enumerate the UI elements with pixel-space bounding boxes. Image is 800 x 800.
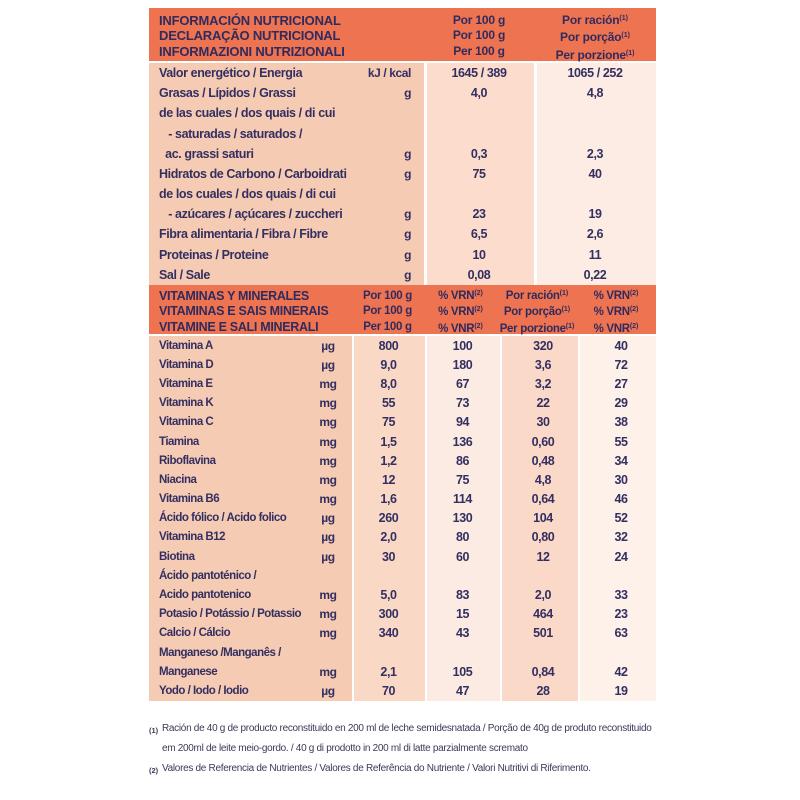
vit-per100-pt: Por 100 g (362, 305, 413, 318)
vrn100-value (425, 566, 500, 585)
vrn-portion-es: % VRN$^{(2)}$ (593, 290, 639, 302)
macronutrient-rows (149, 63, 656, 285)
per100-value (424, 103, 534, 123)
unit-cell: mg (319, 626, 337, 641)
vitamin-label: Ácido pantoténico / (159, 569, 257, 582)
nutrition-header-titles (149, 13, 424, 65)
vrn-portion-value: 30 (614, 472, 628, 487)
vrn-portion-value: 46 (614, 492, 628, 507)
per-portion-column-header (534, 13, 656, 65)
vrn100-value: 180 (452, 357, 473, 372)
vitamin-label: Vitamina D (159, 358, 214, 371)
per100-value: 1645 / 389 (451, 66, 507, 81)
macronutrients-section (149, 63, 656, 285)
vitamin-label: Tiamina (159, 435, 199, 448)
per-portion-value: 12 (536, 549, 550, 564)
portion-header-it: Per porzione$^{(1)}$ (555, 47, 635, 62)
per-portion-value: 2,6 (586, 227, 604, 242)
vrn-100g-column-header (423, 289, 498, 338)
per-portion-value (534, 124, 656, 144)
per-portion-value: 1065 / 252 (567, 66, 623, 81)
vrn100-es: % VRN$^{(2)}$ (438, 290, 483, 302)
per-portion-value: 22 (536, 396, 550, 411)
footnote-ref-2: (2) (474, 322, 483, 330)
unit-cell (339, 124, 424, 144)
header-title-it: INFORMAZIONI NUTRIZIONALI (159, 43, 345, 59)
per100-value: 55 (381, 396, 396, 411)
vrn100-value: 136 (452, 434, 473, 449)
per-portion-value: 3,2 (534, 376, 552, 391)
vrn100-value: 130 (452, 511, 473, 526)
nutrient-label: Sal / Sale (159, 267, 210, 282)
unit-cell: mg (319, 607, 337, 622)
vrn-portion-value: 40 (614, 338, 628, 353)
vrn-portion-value: 19 (614, 683, 628, 698)
vrn100-value: 60 (455, 549, 470, 564)
vrn-portion-value: 72 (614, 357, 628, 372)
vrn100-value: 86 (455, 453, 470, 468)
vrn-portion-value: 34 (614, 453, 628, 468)
nutrient-label: Hidratos de Carbono / Carboidrati (159, 166, 347, 181)
per100-value: 4,0 (470, 86, 488, 101)
vrn100-value: 80 (455, 530, 470, 545)
unit-cell: g (404, 267, 411, 282)
per100-value (352, 566, 425, 585)
footnote-ref-1: (1) (561, 306, 571, 314)
footnote-1-line-2: em 200ml de leite meio-gordo. / 40 g di prodotto in 200 ml di latte parzialmente scremato (162, 742, 528, 754)
vitamin-label: Manganese (159, 665, 218, 678)
per100-value (424, 184, 534, 204)
vitamin-rows (149, 336, 656, 701)
unit-cell (304, 566, 352, 585)
footnote-ref-2: (2) (474, 306, 483, 314)
footnote-2-marker: (2) (149, 766, 159, 775)
footnote-ref-2: (2) (629, 306, 639, 314)
per100-value: 0,3 (470, 146, 488, 161)
nutrient-label: ac. grassi saturi (159, 146, 254, 161)
vrn-portion-value: 32 (614, 530, 628, 545)
per100-value: 8,0 (380, 376, 397, 391)
footnote-ref-1: (1) (619, 15, 628, 22)
unit-cell: g (404, 86, 411, 101)
vitamin-label: Vitamina B12 (159, 531, 226, 544)
unit-cell: kJ / kcal (367, 66, 411, 81)
vrn100-value: 43 (455, 626, 470, 641)
per100-value: 800 (378, 338, 399, 353)
per-portion-value: 320 (533, 338, 553, 353)
vrn100-value: 75 (455, 472, 470, 487)
per100-header-es: Por 100 g (452, 13, 506, 27)
unit-cell: mg (319, 396, 337, 411)
per100-value: 6,5 (470, 227, 488, 242)
unit-cell (339, 103, 424, 123)
per-portion-value: 0,60 (531, 434, 555, 449)
unit-cell: mg (319, 434, 337, 449)
vit-per-100g-column-header (352, 289, 423, 338)
vrn-portion-value: 52 (614, 511, 628, 526)
per100-value: 10 (472, 247, 486, 262)
vrn100-it: % VNR$^{(2)}$ (438, 322, 483, 335)
nutrient-label: Fibra alimentaria / Fibra / Fibre (159, 227, 328, 242)
per-portion-value: 2,0 (534, 588, 552, 603)
nutrient-label: de las cuales / dos quais / di cui (159, 106, 336, 121)
vitamins-section (149, 336, 656, 701)
vitamins-title-es: VITAMINAS Y MINERALES (159, 289, 309, 303)
vrn-portion-value: 55 (614, 434, 628, 449)
per100-value: 1,6 (380, 492, 397, 507)
per-portion-value: 2,3 (586, 146, 604, 161)
unit-cell: g (404, 227, 411, 242)
per-portion-value (534, 103, 656, 123)
unit-cell: mg (319, 453, 337, 468)
unit-cell: µg (321, 338, 335, 353)
vitamins-title-it: VITAMINE E SALI MINERALI (159, 319, 319, 334)
vitamin-label: Vitamina K (159, 397, 214, 410)
per100-value: 0,08 (467, 267, 491, 282)
footnote-ref-1: (1) (565, 322, 575, 330)
unit-cell: µg (321, 357, 335, 372)
unit-cell: µg (321, 511, 335, 526)
per-100g-column-header (424, 13, 534, 65)
per100-value: 30 (381, 549, 396, 564)
per-portion-value: 104 (533, 511, 553, 526)
per-portion-value: 0,84 (531, 664, 555, 679)
per100-header-pt: Por 100 g (452, 28, 506, 43)
vrn-portion-column-header (576, 289, 656, 338)
nutrient-label: de los cuales / dos quais / di cui (159, 187, 336, 202)
footnote-ref-1: (1) (625, 49, 635, 57)
per-portion-value: 40 (588, 166, 602, 181)
footnote-1 (149, 719, 709, 758)
unit-cell: g (404, 146, 411, 161)
footnote-1-marker: (1) (149, 726, 159, 735)
vit-portion-es: Por ración$^{(1)}$ (505, 290, 569, 302)
footnote-2 (149, 759, 709, 779)
unit-cell: g (404, 166, 411, 181)
per100-value: 23 (472, 207, 486, 222)
per100-value: 12 (381, 472, 396, 487)
vrn100-value: 67 (455, 376, 470, 391)
header-title-es: INFORMACIÓN NUTRICIONAL (159, 13, 341, 28)
per-portion-value (534, 184, 656, 204)
vrn100-value (425, 643, 500, 662)
unit-cell: mg (319, 472, 337, 487)
per-portion-value: 0,22 (583, 267, 607, 282)
vitamin-label: Niacina (159, 473, 197, 486)
per-portion-value: 0,48 (531, 453, 555, 468)
vit-per100-es: Por 100 g (362, 290, 413, 302)
per100-value: 300 (378, 607, 399, 622)
vrn100-value: 114 (453, 492, 472, 507)
vitamin-label: Vitamina A (159, 339, 213, 352)
per-portion-value: 0,64 (531, 492, 555, 507)
footnote-ref-1: (1) (559, 290, 569, 297)
vitamin-label: Vitamina B6 (159, 493, 220, 506)
per100-value: 5,0 (380, 588, 397, 603)
vrn-portion-it: % VNR$^{(2)}$ (593, 322, 639, 335)
vrn100-value: 105 (452, 664, 473, 679)
unit-cell: g (404, 207, 411, 222)
unit-cell (304, 643, 352, 662)
per100-value: 260 (378, 511, 399, 526)
vrn-portion-value (578, 566, 656, 585)
nutrition-table (149, 8, 656, 701)
per100-value: 9,0 (380, 357, 397, 372)
portion-header-pt: Por porção$^{(1)}$ (560, 30, 630, 45)
vit-portion-it: Per porzione$^{(1)}$ (499, 322, 575, 335)
unit-cell: mg (319, 415, 337, 430)
vrn-portion-value: 27 (614, 376, 628, 391)
vitamin-label: Riboflavina (159, 454, 216, 467)
unit-cell: µg (321, 549, 335, 564)
nutrient-label: Valor energético / Energia (159, 66, 303, 81)
nutrient-label: - azúcares / açúcares / zuccheri (159, 207, 343, 222)
nutrient-label: Proteinas / Proteine (159, 247, 269, 262)
per-portion-value: 11 (588, 247, 602, 262)
vitamin-label: Potasio / Potássio / Potassio (159, 608, 302, 621)
vitamin-label: Manganeso /Manganês / (159, 646, 281, 659)
per-portion-value: 4,8 (534, 472, 552, 487)
vrn100-pt: % VRN$^{(2)}$ (438, 306, 483, 319)
vitamins-header-band (149, 285, 656, 334)
nutrient-label: Grasas / Lípidos / Grassi (159, 86, 296, 101)
per-portion-value: 28 (536, 683, 550, 698)
vrn-portion-value: 24 (614, 549, 628, 564)
unit-cell: µg (321, 683, 335, 698)
per-portion-value (500, 643, 578, 662)
nutrient-label: - saturadas / saturados / (159, 126, 303, 141)
vrn100-value: 100 (452, 338, 473, 353)
per-portion-value: 4,8 (586, 86, 604, 101)
footnote-2-line-1: Valores de Referencia de Nutrientes / Valores de Referência do Nutriente / Valori Nutritivi di Riferimento. (162, 763, 591, 774)
footnote-1-line-1: Ración de 40 g de producto reconstituido en 200 ml de leche semidesnatada / Porção de 40g de produto reconstituido (162, 723, 652, 734)
vrn-portion-pt: % VRN$^{(2)}$ (593, 306, 639, 319)
vit-per100-it: Per 100 g (363, 320, 412, 333)
footnote-ref-2: (2) (629, 322, 639, 330)
vrn100-value: 94 (455, 415, 470, 430)
unit-cell: mg (319, 376, 337, 391)
vit-portion-pt: Por porção$^{(1)}$ (503, 306, 571, 319)
footnote-ref-1: (1) (621, 32, 630, 40)
vrn100-value: 73 (455, 396, 470, 411)
vrn-portion-value: 63 (614, 626, 628, 641)
unit-cell: µg (321, 530, 335, 545)
vrn100-value: 47 (455, 683, 470, 698)
per100-value: 2,0 (380, 530, 397, 545)
per100-value: 75 (472, 166, 486, 181)
per100-value: 2,1 (380, 664, 397, 679)
per100-value (352, 643, 425, 662)
vrn-portion-value: 23 (614, 607, 628, 622)
vitamin-label: Vitamina C (159, 416, 214, 429)
per-portion-value: 30 (536, 415, 550, 430)
vrn-portion-value: 33 (614, 588, 628, 603)
vrn-portion-value: 29 (614, 396, 628, 411)
vit-per-portion-column-header (498, 289, 576, 338)
per100-header-it: Per 100 g (453, 43, 505, 58)
vitamin-label: Calcio / Cálcio (159, 627, 231, 640)
vrn100-value: 15 (455, 607, 470, 622)
per100-value: 70 (381, 683, 396, 698)
unit-cell: mg (319, 588, 337, 603)
footnotes (149, 719, 709, 779)
vrn-portion-value: 42 (614, 664, 628, 679)
unit-cell (339, 184, 424, 204)
unit-cell: mg (319, 664, 337, 679)
vitamin-label: Acido pantotenico (159, 589, 251, 602)
portion-header-es: Por ración$^{(1)}$ (562, 13, 628, 27)
vitamin-label: Vitamina E (159, 377, 213, 390)
vrn100-value: 83 (455, 588, 470, 603)
vitamin-label: Yodo / Iodo / Iodio (159, 684, 249, 697)
per-portion-value: 501 (533, 626, 553, 641)
per100-value: 1,2 (380, 453, 397, 468)
per-portion-value: 3,6 (534, 357, 552, 372)
nutrition-header-band (149, 8, 656, 61)
vitamin-label: Ácido fólico / Acido folico (159, 512, 287, 525)
header-title-pt: DECLARAÇÃO NUTRICIONAL (159, 28, 341, 44)
per-portion-value: 464 (533, 607, 553, 622)
vitamins-title-pt: VITAMINAS E SAIS MINERAIS (159, 304, 329, 319)
per100-value: 340 (378, 626, 399, 641)
per100-value: 75 (381, 415, 396, 430)
footnote-ref-2: (2) (474, 290, 483, 297)
per100-value: 1,5 (380, 434, 397, 449)
vitamin-label: Biotina (159, 550, 195, 563)
vrn-portion-value (578, 643, 656, 662)
footnote-ref-2: (2) (629, 290, 639, 297)
per100-value (424, 124, 534, 144)
vrn-portion-value: 38 (614, 415, 628, 430)
unit-cell: g (404, 247, 411, 262)
per-portion-value (500, 566, 578, 585)
per-portion-value: 19 (588, 207, 602, 222)
vitamins-header-titles (149, 289, 352, 338)
unit-cell: mg (319, 492, 337, 507)
per-portion-value: 0,80 (531, 530, 555, 545)
